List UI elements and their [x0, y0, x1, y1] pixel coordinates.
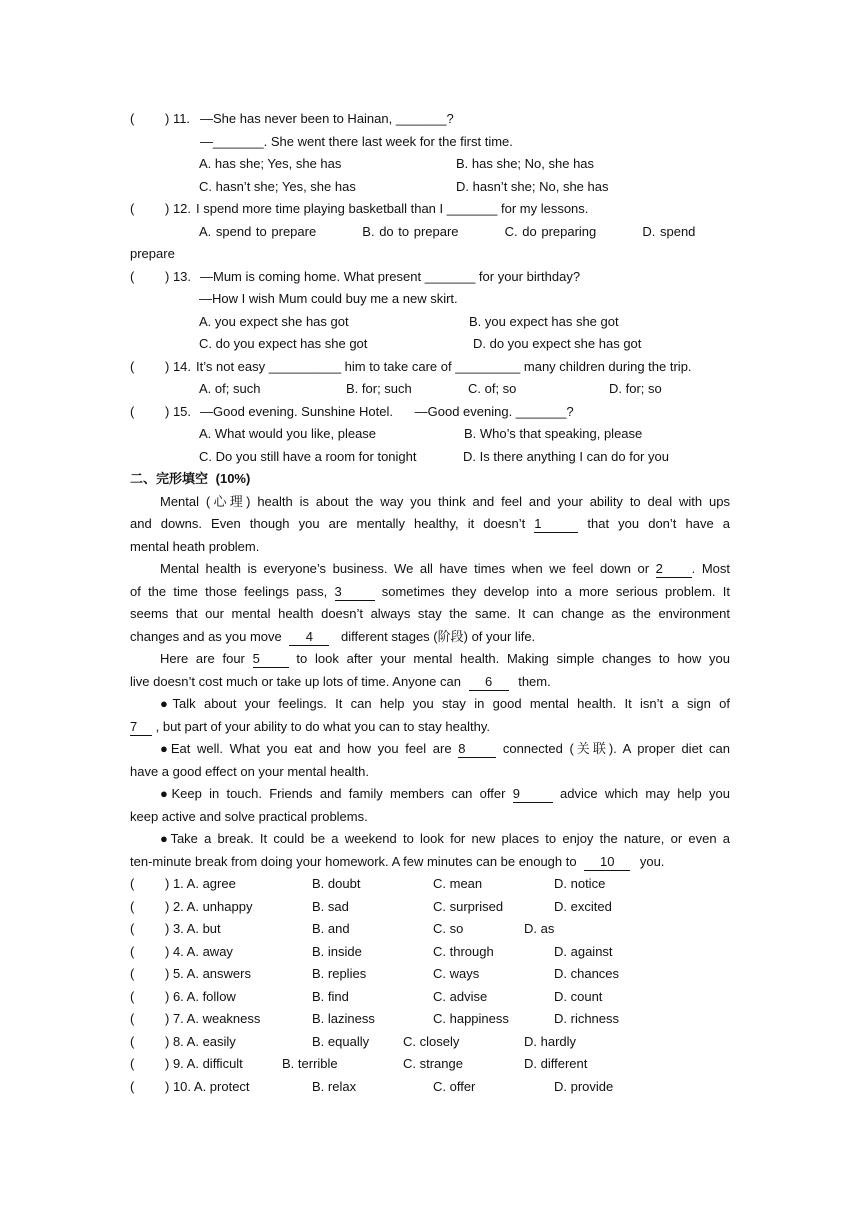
question-number-option-a: ) 5. A. answers: [165, 966, 251, 981]
passage-text: . Most: [691, 561, 730, 576]
options-row: [130, 153, 730, 176]
option-c: C. closely: [403, 1033, 460, 1049]
question-number: ) 11.: [165, 111, 191, 126]
passage-text: Mental health is everyone’s business. We all have times when we feel down or: [160, 561, 650, 576]
section-title: 二、完形填空: [130, 471, 209, 486]
options-inline: A. spend to prepare B. do to prepare C. do preparing D. spend: [199, 223, 696, 239]
question-stem: It’s not easy __________ him to take care of _________ many children during the trip.: [196, 358, 692, 374]
blank-5[interactable]: 5: [253, 651, 289, 668]
option-b: B. Who’s that speaking, please: [464, 426, 643, 441]
section-heading: [130, 468, 730, 491]
passage-text: seems that our mental health doesn’t always stay the same. It can change as the environment: [130, 606, 730, 621]
options-row: [130, 333, 730, 356]
passage-text: advice which may help you: [560, 786, 730, 801]
passage-text: mental heath problem.: [130, 538, 260, 554]
blank-1[interactable]: 1: [534, 516, 578, 533]
passage-text: ) health is about the way you think and feel and your ability to deal with ups: [246, 493, 730, 509]
option-c: C. of; so: [468, 381, 517, 396]
answer-paren: (: [130, 943, 135, 959]
passage-text: ●Eat well. What you eat and how you feel are: [160, 741, 452, 756]
option-d: D. notice: [554, 876, 606, 891]
blank-8[interactable]: 8: [458, 741, 496, 758]
option-d: D. hardly: [524, 1033, 577, 1049]
answer-paren: (: [130, 898, 135, 914]
passage-text: ●Take a break. It could be a weekend to look for new places to enjoy the nature, or even a: [160, 831, 730, 846]
option-c: C. hasn’t she; Yes, she has: [199, 178, 356, 194]
question-number-option-a: ) 8. A. easily: [165, 1033, 236, 1049]
answer-paren: (: [130, 921, 135, 936]
option-d: D. Is there anything I can do for you: [463, 448, 669, 464]
option-b: B. you expect has she got: [469, 313, 619, 329]
answer-paren: (: [130, 876, 135, 891]
question-number: ) 13.: [165, 268, 192, 284]
options-row: [130, 176, 730, 199]
cloze-question-10: [130, 1076, 730, 1099]
passage-line: [130, 626, 730, 649]
question-stem: —Mum is coming home. What present _______ for your birthday?: [200, 268, 581, 284]
answer-paren: (: [130, 403, 135, 419]
question-15: [130, 401, 730, 424]
cloze-question-3: [130, 918, 730, 941]
options-row: [130, 446, 730, 469]
option-b: B. doubt: [312, 876, 361, 891]
question-11: [130, 108, 730, 131]
cloze-question-8: [130, 1031, 730, 1054]
passage-text: have a good effect on your mental health.: [130, 763, 369, 779]
question-stem: —She has never been to Hainan, _______?: [200, 111, 454, 126]
question-stem-2: [130, 131, 730, 154]
option-c: C. ways: [433, 966, 480, 981]
option-c: C. do you expect has she got: [199, 336, 368, 351]
blank-4[interactable]: 4: [289, 629, 329, 646]
option-c: C. through: [433, 943, 494, 959]
passage-line: [130, 581, 730, 604]
passage-text: ten-minute break from doing your homework. A few minutes can be enough to: [130, 853, 577, 869]
passage-text: Mental (: [160, 493, 211, 509]
option-c: C. offer: [433, 1078, 476, 1094]
option-b: B. replies: [312, 966, 367, 981]
answer-paren: (: [130, 201, 135, 216]
answer-paren: (: [130, 1011, 135, 1026]
blank-2[interactable]: 2: [656, 561, 692, 578]
passage-text: to look after your mental health. Making simple changes to how you: [296, 651, 730, 666]
options-wrap: [130, 243, 730, 266]
option-d: D. as: [524, 921, 555, 936]
passage-line: [130, 513, 730, 536]
cloze-question-7: [130, 1008, 730, 1031]
option-a: A. has she; Yes, she has: [199, 156, 342, 171]
passage-line: [130, 851, 730, 874]
option-b: B. relax: [312, 1078, 357, 1094]
cloze-question-5: [130, 963, 730, 986]
passage-line: [130, 716, 730, 739]
answer-paren: (: [130, 988, 135, 1004]
option-a: A. you expect she has got: [199, 313, 349, 329]
blank-7[interactable]: 7: [130, 719, 152, 736]
option-d: D. count: [554, 988, 603, 1004]
question-number-option-a: ) 9. A. difficult: [165, 1056, 243, 1071]
options-row: [130, 221, 730, 244]
option-a: A. of; such: [199, 381, 261, 396]
option-b: B. laziness: [312, 1011, 375, 1026]
answer-paren: (: [130, 1056, 135, 1071]
passage-text: and downs. Even though you are mentally healthy, it doesn’t: [130, 516, 526, 531]
passage-line: [130, 536, 730, 559]
answer-paren: (: [130, 111, 135, 126]
options-row: [130, 423, 730, 446]
option-c: C. happiness: [433, 1011, 509, 1026]
option-d: D. hasn’t she; No, she has: [456, 178, 609, 194]
option-b: B. has she; No, she has: [456, 156, 595, 171]
passage-text: of the time those feelings pass,: [130, 583, 328, 599]
option-c: C. mean: [433, 876, 483, 891]
options-row: [130, 378, 730, 401]
passage-text: Here are four: [160, 651, 245, 666]
question-number-option-a: ) 3. A. but: [165, 921, 221, 936]
blank-10[interactable]: 10: [584, 854, 630, 871]
question-stem-reply: —How I wish Mum could buy me a new skirt.: [199, 291, 458, 306]
answer-paren: (: [130, 1033, 135, 1049]
passage-line: [130, 648, 730, 671]
question-number-option-a: ) 2. A. unhappy: [165, 898, 253, 914]
passage-text: sometimes they develop into a more serious problem. It: [381, 583, 730, 599]
blank-9[interactable]: 9: [513, 786, 553, 803]
question-stem: —Good evening. Sunshine Hotel. —Good evening. _______?: [200, 403, 574, 419]
option-d: D. do you expect she has got: [473, 336, 642, 351]
cloze-question-4: [130, 941, 730, 964]
option-d: D. excited: [554, 898, 612, 914]
question-number-option-a: ) 10. A. protect: [165, 1078, 250, 1094]
cloze-question-1: [130, 873, 730, 896]
passage-line: [130, 671, 730, 694]
option-d: D. for; so: [609, 381, 662, 396]
chinese-gloss: 关联: [573, 742, 609, 757]
question-12: [130, 198, 730, 221]
passage-line: [130, 491, 730, 514]
passage-text: you.: [639, 853, 665, 869]
answer-paren: (: [130, 268, 135, 284]
passage-line: [130, 783, 730, 806]
passage-text: live doesn’t cost much or take up lots of time. Anyone can: [130, 673, 461, 689]
question-13: [130, 266, 730, 289]
option-d: D. richness: [554, 1011, 620, 1026]
passage-line: [130, 693, 730, 716]
question-number-option-a: ) 7. A. weakness: [165, 1011, 261, 1026]
passage-line: [130, 828, 730, 851]
option-d-wrap: prepare: [130, 246, 175, 261]
cloze-question-2: [130, 896, 730, 919]
options-row: [130, 311, 730, 334]
option-c: C. Do you still have a room for tonight: [199, 448, 417, 464]
option-a: A. What would you like, please: [199, 426, 377, 441]
question-number-option-a: ) 6. A. follow: [165, 988, 236, 1004]
question-14: [130, 356, 730, 379]
passage-text: different stages (: [341, 628, 438, 644]
option-d: D. against: [554, 943, 613, 959]
cloze-options: [130, 873, 730, 1098]
cloze-question-6: [130, 986, 730, 1009]
option-c: C. advise: [433, 988, 488, 1004]
passage-text: , but part of your ability to do what you can to stay healthy.: [155, 718, 490, 734]
option-b: B. sad: [312, 898, 349, 914]
passage-line: [130, 603, 730, 626]
cloze-question-9: [130, 1053, 730, 1076]
option-c: C. surprised: [433, 898, 504, 914]
option-c: C. strange: [403, 1056, 463, 1071]
passage-text: that you don’t have a: [587, 516, 730, 531]
question-number-option-a: ) 1. A. agree: [165, 876, 236, 891]
option-d: D. chances: [554, 966, 620, 981]
question-stem-2: [130, 288, 730, 311]
answer-paren: (: [130, 1078, 135, 1094]
passage-text: changes and as you move: [130, 628, 282, 644]
question-stem-reply: —_______. She went there last week for the first time.: [200, 133, 513, 149]
question-number: ) 12.: [165, 201, 192, 216]
question-number: ) 14.: [165, 358, 192, 374]
passage-text: ●Keep in touch. Friends and family members can offer: [160, 786, 506, 801]
chinese-gloss: 阶段: [437, 629, 464, 645]
passage-text: ●Talk about your feelings. It can help you stay in good mental health. It isn’t a sign of: [160, 696, 730, 711]
passage-text: connected (: [502, 741, 574, 756]
chinese-gloss: 心理: [210, 494, 247, 510]
answer-paren: (: [130, 966, 135, 981]
option-b: B. inside: [312, 943, 362, 959]
answer-paren: (: [130, 358, 135, 374]
blank-6[interactable]: 6: [469, 674, 509, 691]
option-b: B. equally: [312, 1033, 370, 1049]
passage-line: [130, 738, 730, 761]
option-c: C. so: [433, 921, 464, 936]
passage-text: keep active and solve practical problems.: [130, 808, 368, 824]
passage-line: [130, 806, 730, 829]
question-stem: I spend more time playing basketball than I _______ for my lessons.: [196, 201, 589, 216]
passage-text: ). A proper diet can: [608, 741, 730, 756]
passage-line: [130, 558, 730, 581]
option-b: B. find: [312, 988, 349, 1004]
option-b: B. for; such: [346, 381, 412, 396]
passage-text: ) of your life.: [463, 628, 536, 644]
passage-line: [130, 761, 730, 784]
option-b: B. and: [312, 921, 350, 936]
option-d: D. different: [524, 1056, 588, 1071]
option-d: D. provide: [554, 1078, 614, 1094]
section-score: (10%): [215, 471, 251, 486]
question-number: ) 15.: [165, 403, 192, 419]
question-number-option-a: ) 4. A. away: [165, 943, 233, 959]
blank-3[interactable]: 3: [335, 584, 375, 601]
passage-text: them.: [518, 673, 551, 689]
option-b: B. terrible: [282, 1056, 338, 1071]
exam-page: [130, 108, 730, 1098]
